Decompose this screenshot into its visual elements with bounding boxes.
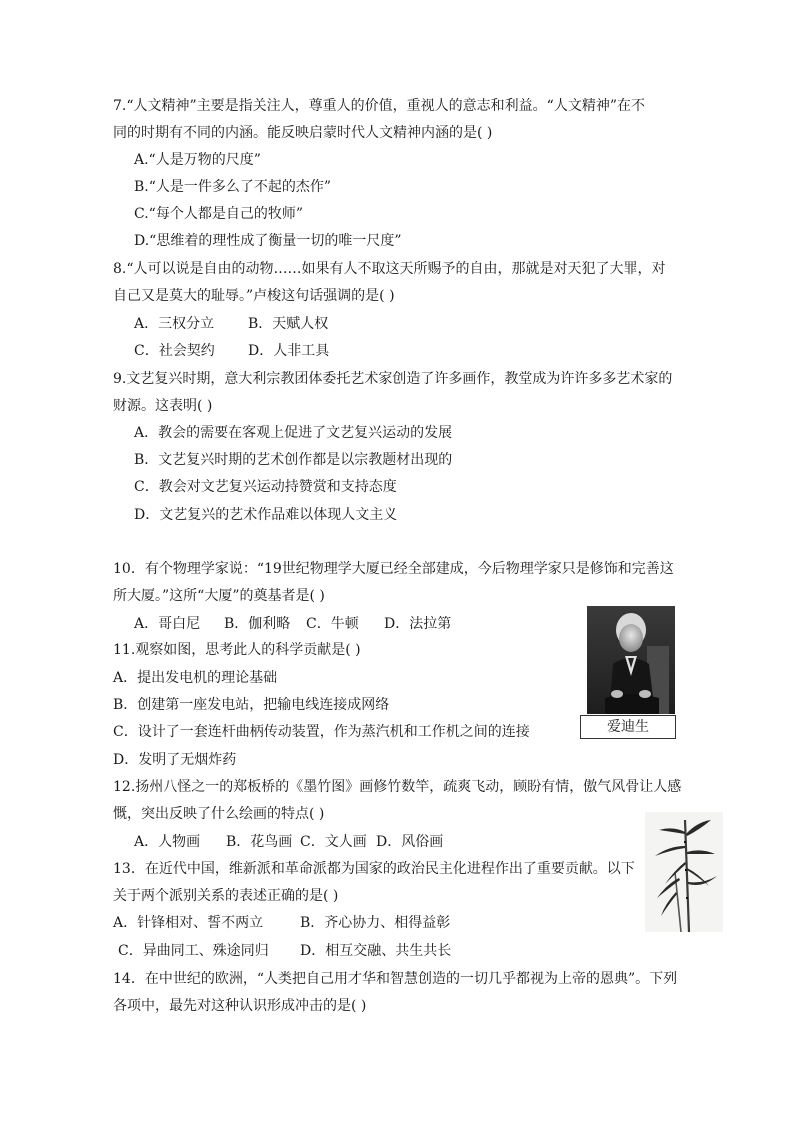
q9-option-d: D．文艺复兴的艺术作品难以体现人文主义 <box>134 507 398 523</box>
q11-option-a: A．提出发电机的理论基础 <box>113 670 278 686</box>
q7-stem-line-2: 同的时期有不同的内涵。能反映启蒙时代人文精神内涵的是( ) <box>113 125 493 141</box>
q14-stem-line-2: 各项中，最先对这种认识形成冲击的是( ) <box>113 998 367 1014</box>
q12-option-c: C．文人画 <box>300 834 367 850</box>
q10-option-a: A．哥白尼 <box>134 616 201 632</box>
q7-option-b: B.“人是一件多么了不起的杰作” <box>134 179 332 195</box>
q10-stem-line-1: 10．有个物理学家说：“19世纪物理学大厦已经全部建成，今后物理学家只是修饰和完善这 <box>113 561 674 577</box>
q8-option-a: A．三权分立 <box>134 316 215 332</box>
q8-option-c: C．社会契约 <box>134 343 215 359</box>
q13-option-a: A．针锋相对、誓不两立 <box>113 915 264 931</box>
q12-stem-line-1: 12.扬州八怪之一的郑板桥的《墨竹图》画修竹数竿，疏爽飞动，顾盼有情，傲气风骨让人感 <box>113 779 682 795</box>
q12-option-a: A．人物画 <box>134 834 201 850</box>
q12-option-d: D．风俗画 <box>376 834 444 850</box>
q10-option-b: B．伽利略 <box>224 616 291 632</box>
q9-option-c: C．教会对文艺复兴运动持赞赏和支持态度 <box>134 479 397 495</box>
q9-stem-line-2: 财源。这表明( ) <box>113 398 213 414</box>
q10-stem-line-2: 所大厦。”这所“大厦”的奠基者是( ) <box>113 588 325 604</box>
q14-stem-line-1: 14．在中世纪的欧洲，“人类把自己用才华和智慧创造的一切几乎都视为上帝的恩典”。下列 <box>113 971 678 987</box>
edison-caption: 爱迪生 <box>580 715 676 739</box>
q7-option-a: A.“人是万物的尺度” <box>134 152 261 168</box>
q9-option-a: A．教会的需要在客观上促进了文艺复兴运动的发展 <box>134 425 453 441</box>
edison-portrait-image <box>587 606 675 714</box>
q11-option-c: C．设计了一套连杆曲柄传动装置，作为蒸汽机和工作机之间的连接 <box>113 724 530 740</box>
q13-stem-line-2: 关于两个派别关系的表述正确的是( ) <box>113 888 339 904</box>
q13-stem-line-1: 13．在近代中国，维新派和革命派都为国家的政治民主化进程作出了重要贡献。以下 <box>113 861 635 877</box>
q8-stem-line-1: 8.“人可以说是自由的动物……如果有人不取这天所赐予的自由，那就是对天犯了大罪，对 <box>113 261 666 277</box>
q12-option-b: B．花鸟画 <box>226 834 293 850</box>
q11-option-b: B．创建第一座发电站，把输电线连接成网络 <box>113 697 390 713</box>
q10-option-c: C．牛顿 <box>306 616 359 632</box>
q8-stem-line-2: 自己又是莫大的耻辱。”卢梭这句话强调的是( ) <box>113 288 395 304</box>
q7-option-c: C.“每个人都是自己的牧师” <box>134 206 303 222</box>
q9-stem-line-1: 9.文艺复兴时期，意大利宗教团体委托艺术家创造了许多画作，教堂成为许许多多艺术家的 <box>113 371 673 387</box>
q13-option-d: D．相互交融、共生共长 <box>300 943 452 959</box>
q8-option-b: B．天赋人权 <box>248 316 329 332</box>
q12-stem-line-2: 慨，突出反映了什么绘画的特点( ) <box>113 806 325 822</box>
q13-option-b: B．齐心协力、相得益彰 <box>300 915 451 931</box>
q13-option-c: C．异曲同工、殊途同归 <box>118 943 269 959</box>
q11-stem: 11.观察如图，思考此人的科学贡献是( ) <box>113 642 361 658</box>
q7-stem-line-1: 7.“人文精神”主要是指关注人，尊重人的价值，重视人的意志和利益。“人文精神”在不 <box>113 98 645 114</box>
q9-option-b: B．文艺复兴时期的艺术创作都是以宗教题材出现的 <box>134 452 453 468</box>
q10-option-d: D．法拉第 <box>384 616 452 632</box>
q11-option-d: D．发明了无烟炸药 <box>113 752 237 768</box>
q8-option-d: D．人非工具 <box>248 343 330 359</box>
q7-option-d: D.“思维着的理性成了衡量一切的唯一尺度” <box>134 233 402 249</box>
ink-bamboo-painting-image <box>645 812 723 932</box>
